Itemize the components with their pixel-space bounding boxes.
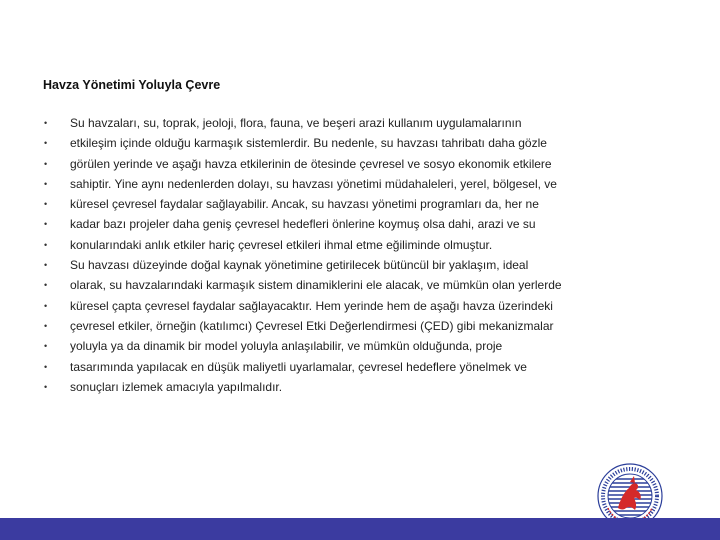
list-item [43,214,663,234]
bullet-icon: • [44,138,48,149]
list-item-text: kadar bazı projeler daha geniş çevresel hedefleri önlerine koymuş olsa dahi, arazi ve su [70,217,536,232]
list-item-text: tasarımında yapılacak en düşük maliyetli uyarlamalar, çevresel hedeflere yönelmek ve [70,359,527,374]
list-item-text: Su havzası düzeyinde doğal kaynak yönetimine getirilecek bütüncül bir yaklaşım, ideal [70,258,529,273]
list-item [43,296,663,316]
bullet-icon: • [44,361,48,372]
bullet-icon: • [44,178,48,189]
list-item-text: olarak, su havzalarındaki karmaşık sistem dinamiklerini ele alacak, ve mümkün olan yerlerde [70,278,562,293]
list-item-text: sahiptir. Yine aynı nedenlerden dolayı, su havzası yönetimi müdahaleleri, yerel, bölgesel, ve [70,176,557,191]
list-item [43,255,663,275]
bullet-icon: • [44,381,48,392]
list-item [43,377,663,397]
list-item-text: konularındaki anlık etkiler hariç çevresel etkileri ihmal etme eğiliminde olmuştur. [70,237,493,252]
bullet-icon: • [44,118,48,128]
slide-title: Havza Yönetimi Yoluyla Çevre [43,78,221,92]
list-item-text: etkileşim içinde olduğu karmaşık sistemlerdir. Bu nedenle, su havzası tahribatı daha gözle [70,136,547,151]
list-item [43,336,663,356]
list-item [43,113,663,133]
bullet-icon: • [44,199,48,210]
bullet-icon: • [44,300,48,311]
list-item-text: Su havzaları, su, toprak, jeoloji, flora, fauna, ve beşeri arazi kullanım uygulamalarının [70,116,522,130]
bullet-icon: • [44,260,48,271]
bullet-icon: • [44,280,48,291]
list-item [43,133,663,153]
list-item [43,154,663,174]
list-item [43,275,663,295]
list-item-text: görülen yerinde ve aşağı havza etkilerinin de ötesinde çevresel ve sosyo ekonomik etkilere [70,156,552,171]
bullet-icon: • [44,239,48,250]
list-item-text: küresel çapta çevresel faydalar sağlayacaktır. Hem yerinde hem de aşağı havza üzerindeki [70,298,553,313]
list-item [43,357,663,377]
bullet-icon: • [44,320,48,331]
list-item-text: küresel çevresel faydalar sağlayabilir. Ancak, su havzası yönetimi programları da, her ne [70,197,539,212]
footer-bar [0,518,720,540]
bullet-list [43,113,663,397]
list-item [43,194,663,214]
bullet-icon: • [44,341,48,352]
bullet-icon: • [44,219,48,230]
list-item [43,316,663,336]
list-item-text: sonuçları izlemek amacıyla yapılmalıdır. [70,379,283,394]
bullet-icon: • [44,158,48,169]
list-item-text: yoluyla ya da dinamik bir model yoluyla anlaşılabilir, ve mümkün olduğunda, proje [70,339,503,354]
list-item [43,174,663,194]
list-item [43,235,663,255]
list-item-text: çevresel etkiler, örneğin (katılımcı) Çevresel Etki Değerlendirmesi (ÇED) gibi mekanizmalar [70,318,554,333]
